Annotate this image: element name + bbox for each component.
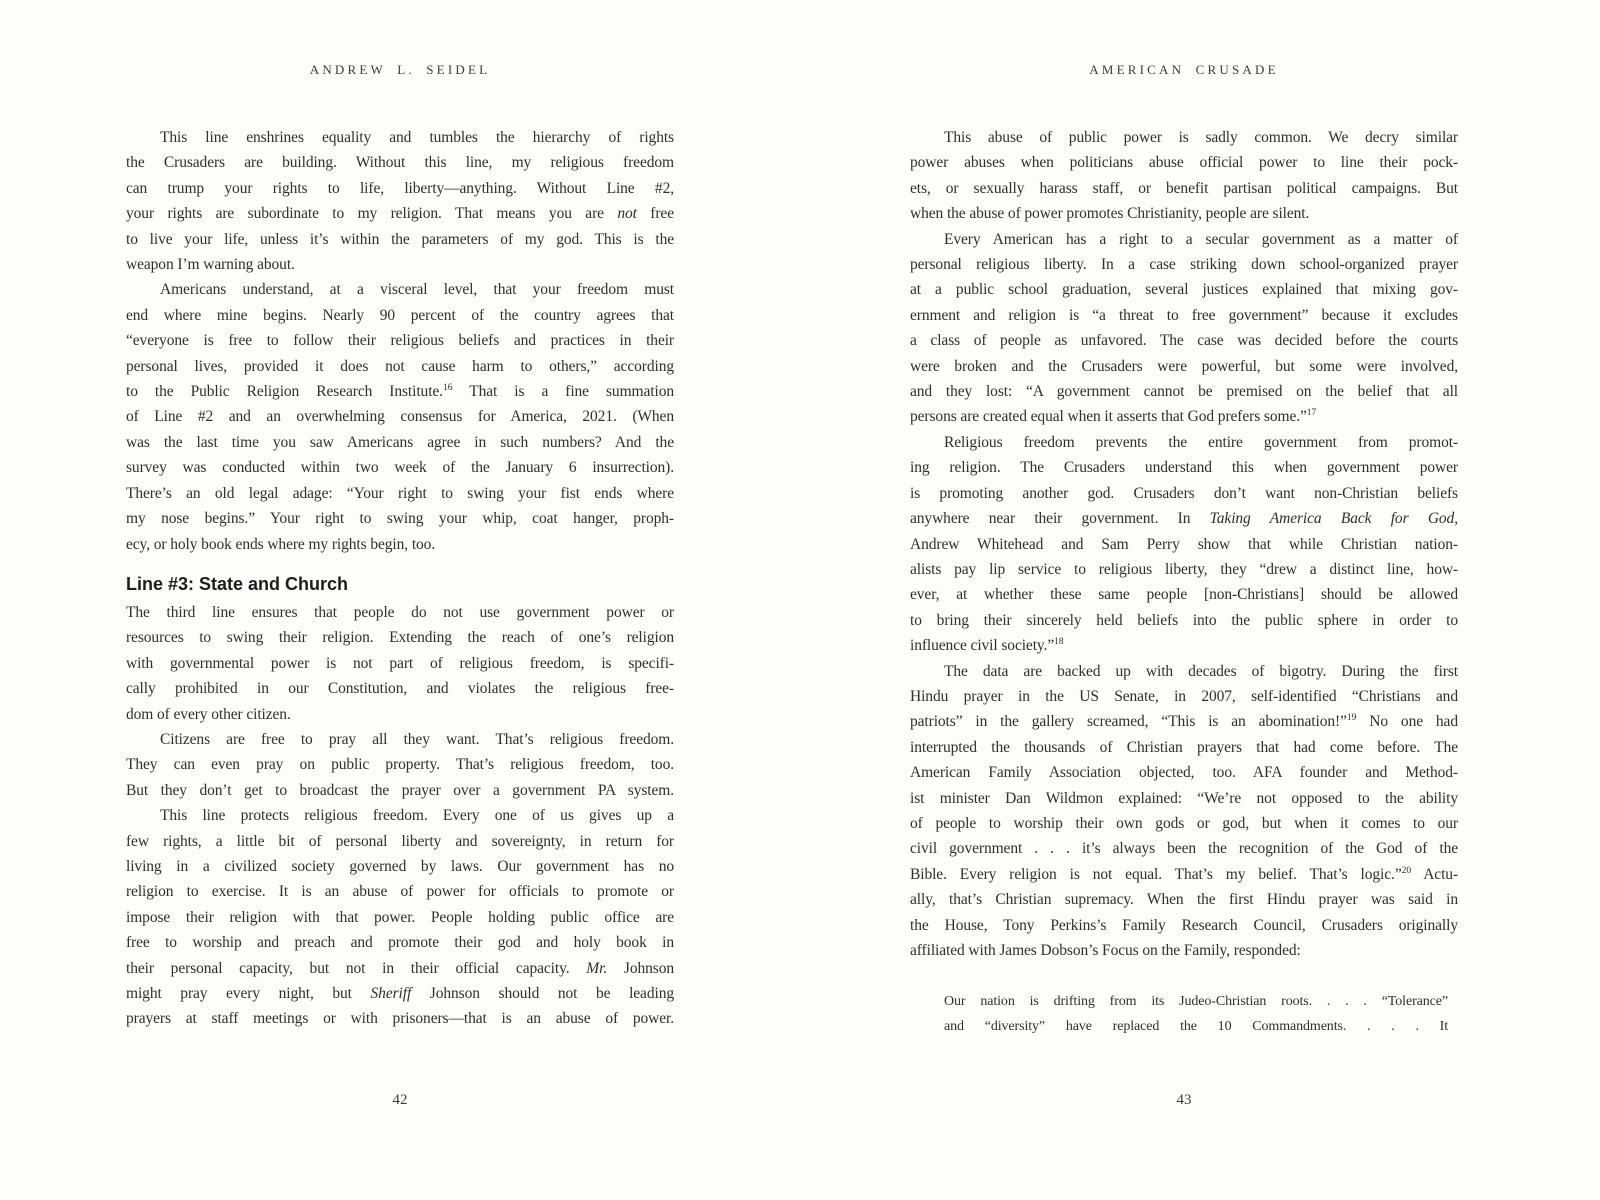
text-run: is promoting another god. Crusaders don’t want non-Christian beliefs xyxy=(910,484,1458,502)
text-run: to bring their sincerely held beliefs into the public sphere in order to xyxy=(910,611,1458,629)
text-run: the House, Tony Perkins’s Family Research Council, Crusaders originally xyxy=(910,916,1458,934)
text-run: survey was conducted within two week of the January 6 insurrection). xyxy=(126,459,674,477)
text-line xyxy=(910,430,1458,455)
text-run: Every American has a right to a secular government as a matter of xyxy=(944,230,1458,248)
text-run: patriots” in the gallery screamed, “This is an abomination!” xyxy=(910,713,1347,731)
text-run: Johnson should not be leading xyxy=(411,985,674,1002)
text-line xyxy=(126,150,674,175)
text-run: and “diversity” have replaced the 10 Commandments. . . . It xyxy=(944,1019,1448,1035)
text-run: The third line ensures that people do not use government power or xyxy=(126,603,674,621)
text-run: was the last time you saw Americans agree in such numbers? And the xyxy=(126,433,674,451)
text-run: living in a civilized society governed by laws. Our government has no xyxy=(126,857,674,875)
text-line xyxy=(910,836,1458,861)
text-line xyxy=(910,709,1458,734)
paragraph xyxy=(910,125,1458,227)
text-line xyxy=(126,727,674,752)
text-line xyxy=(126,702,674,727)
text-line xyxy=(126,1006,674,1031)
footnote-ref: 19 xyxy=(1346,713,1357,724)
text-line xyxy=(910,277,1458,302)
text-run: with governmental power is not part of religious freedom, is specifi- xyxy=(126,654,674,672)
text-line xyxy=(126,125,674,150)
paragraph xyxy=(910,659,1458,964)
text-run: civil government . . . it’s always been the recognition of the God of the xyxy=(910,840,1458,858)
text-line xyxy=(910,379,1458,404)
text-line xyxy=(126,879,674,904)
text-line xyxy=(910,659,1458,684)
text-run: Our nation is drifting from its Judeo-Christian roots. . . . “Tolerance” xyxy=(944,994,1448,1010)
text-run: impose their religion with that power. People holding public office are xyxy=(126,908,674,926)
text-line xyxy=(126,328,674,353)
text-run: end where mine begins. Nearly 90 percent of the country agrees that xyxy=(126,306,674,324)
text-run: your rights are subordinate to my religion. That means you are xyxy=(126,205,618,223)
text-run: Actu- xyxy=(1411,865,1458,883)
text-run-italic: Mr. xyxy=(586,959,608,977)
text-line xyxy=(910,862,1458,887)
text-run: Johnson xyxy=(607,959,675,977)
text-run: persons are created equal when it asserts that God prefers some.” xyxy=(910,408,1307,426)
text-run: affiliated with James Dobson’s Focus on the Family, responded: xyxy=(910,942,1301,959)
text-run: There’s an old legal adage: “Your right to swing your fist ends where xyxy=(126,484,674,502)
text-line xyxy=(126,803,674,828)
text-line xyxy=(910,684,1458,709)
text-run: free to worship and preach and promote their god and holy book in xyxy=(126,934,674,952)
text-run: prayers at staff meetings or with prisoners—that is an abuse of power. xyxy=(126,1010,674,1028)
text-run: Hindu prayer in the US Senate, in 2007, self-identified “Christians and xyxy=(910,687,1458,705)
text-run-italic: Taking America Back for God xyxy=(1209,510,1455,528)
text-run: ist minister Dan Wildmon explained: “We’re not opposed to the ability xyxy=(910,789,1458,807)
paragraph xyxy=(126,803,674,1032)
text-run: of people to worship their own gods or god, but when it comes to our xyxy=(910,814,1458,832)
right-page xyxy=(910,0,1458,1200)
text-run: weapon I’m warning about. xyxy=(126,256,295,274)
text-run: ally, that’s Christian supremacy. When the first Hindu prayer was said in xyxy=(910,891,1458,909)
text-line xyxy=(126,252,674,277)
text-line xyxy=(126,455,674,480)
text-line xyxy=(126,227,674,252)
text-run: at a public school graduation, several justices explained that mixing gov- xyxy=(910,281,1458,299)
text-run: But they don’t get to broadcast the prayer over a government PA system. xyxy=(126,781,674,799)
paragraph xyxy=(126,277,674,556)
paragraph xyxy=(910,430,1458,659)
text-line xyxy=(910,328,1458,353)
text-line xyxy=(910,150,1458,175)
text-line xyxy=(910,176,1458,201)
text-run: might pray every night, but xyxy=(126,985,371,1002)
text-line xyxy=(910,938,1458,963)
text-line xyxy=(910,811,1458,836)
text-run: dom of every other citizen. xyxy=(126,705,291,723)
footnote-ref: 18 xyxy=(1054,636,1064,647)
text-line xyxy=(126,404,674,429)
text-line xyxy=(910,557,1458,582)
text-line xyxy=(944,1014,1448,1039)
text-run: interrupted the thousands of Christian prayers that had come before. The xyxy=(910,738,1458,756)
text-line xyxy=(126,532,674,557)
text-run: They can even pray on public property. That’s religious freedom, too. xyxy=(126,756,674,774)
text-run: cally prohibited in our Constitution, and violates the religious free- xyxy=(126,680,674,698)
running-head-book-title: AMERICAN CRUSADE xyxy=(1089,62,1279,77)
text-run: That is a fine summation xyxy=(452,383,674,401)
text-line xyxy=(910,252,1458,277)
text-line xyxy=(126,676,674,701)
text-run: Religious freedom prevents the entire government from promot- xyxy=(944,433,1458,451)
text-run: a class of people as unfavored. The case was decided before the courts xyxy=(910,332,1458,350)
text-line xyxy=(126,956,674,981)
text-line xyxy=(910,760,1458,785)
text-run: the Crusaders are building. Without this line, my religious freedom xyxy=(126,154,674,172)
left-page-content xyxy=(126,125,674,1032)
text-run: ecy, or holy book ends where my rights begin, too. xyxy=(126,535,436,553)
text-run: Americans understand, at a visceral level, that your freedom must xyxy=(160,281,674,299)
text-line xyxy=(126,600,674,625)
paragraph xyxy=(126,600,674,727)
text-run: “everyone is free to follow their religious beliefs and practices in their xyxy=(126,332,674,350)
text-line xyxy=(126,176,674,201)
text-run: free xyxy=(636,205,674,223)
footnote-ref: 17 xyxy=(1306,408,1317,419)
text-line xyxy=(126,651,674,676)
text-run: religion to exercise. It is an abuse of power for officials to promote or xyxy=(126,883,674,901)
text-line xyxy=(910,786,1458,811)
text-run: when the abuse of power promotes Christianity, people are silent. xyxy=(910,205,1310,223)
block-quote xyxy=(944,989,1448,1039)
text-run: ing religion. The Crusaders understand this when government power xyxy=(910,459,1458,477)
paragraph xyxy=(126,125,674,277)
text-run: ever, at whether these same people [non-Christians] should be allowed xyxy=(910,586,1458,604)
text-line xyxy=(910,125,1458,150)
text-line xyxy=(126,277,674,302)
page-number-right: 43 xyxy=(1176,1092,1192,1108)
text-run: their personal capacity, but not in their official capacity. xyxy=(126,959,587,977)
text-run: to live your life, unless it’s within the parameters of my god. This is the xyxy=(126,230,674,248)
text-line xyxy=(126,506,674,531)
text-line xyxy=(910,404,1458,429)
text-line xyxy=(910,303,1458,328)
text-line xyxy=(910,582,1458,607)
text-line xyxy=(910,532,1458,557)
paragraph xyxy=(910,227,1458,430)
text-run: to the Public Religion Research Institute. xyxy=(126,383,443,401)
page-number-left: 42 xyxy=(392,1092,408,1108)
text-run: , xyxy=(1454,510,1458,528)
text-run: resources to swing their religion. Extending the reach of one’s religion xyxy=(126,629,674,647)
text-line xyxy=(126,625,674,650)
paragraph xyxy=(126,727,674,803)
text-line xyxy=(126,379,674,404)
text-line xyxy=(910,633,1458,658)
text-run: and they lost: “A government cannot be premised on the belief that all xyxy=(910,383,1458,401)
text-run: This abuse of public power is sadly common. We decry similar xyxy=(944,129,1458,146)
text-run: Andrew Whitehead and Sam Perry show that while Christian nation- xyxy=(910,535,1458,553)
text-run: power abuses when politicians abuse official power to line their pock- xyxy=(910,154,1458,172)
text-line xyxy=(126,905,674,930)
text-run: my nose begins.” Your right to swing your whip, coat hanger, proph- xyxy=(126,510,674,528)
text-run: Citizens are free to pray all they want. That’s religious freedom. xyxy=(160,730,674,748)
text-run: personal lives, provided it does not cause harm to others,” according xyxy=(126,357,674,375)
footnote-ref: 16 xyxy=(442,382,453,393)
text-line xyxy=(910,608,1458,633)
text-run: alists pay lip service to religious liberty, they “drew a distinct line, how- xyxy=(910,560,1458,578)
running-head-author: ANDREW L. SEIDEL xyxy=(309,62,491,77)
text-run: Bible. Every religion is not equal. That’s my belief. That’s logic.” xyxy=(910,865,1402,883)
text-run: anywhere near their government. In xyxy=(910,510,1210,528)
text-line xyxy=(910,481,1458,506)
text-line xyxy=(910,887,1458,912)
text-run: can trump your rights to life, liberty—anything. Without Line #2, xyxy=(126,179,674,197)
right-page-content xyxy=(910,125,1458,1039)
text-run: few rights, a little bit of personal liberty and sovereignty, in return for xyxy=(126,832,674,850)
text-line xyxy=(126,430,674,455)
text-run: were broken and the Crusaders were powerful, but some were involved, xyxy=(910,357,1458,375)
text-line xyxy=(910,455,1458,480)
text-run-italic: not xyxy=(617,205,637,223)
text-line xyxy=(910,735,1458,760)
text-line xyxy=(910,354,1458,379)
text-line xyxy=(126,303,674,328)
text-line xyxy=(126,930,674,955)
text-run-italic: Sheriff xyxy=(370,985,412,1002)
text-line xyxy=(126,829,674,854)
text-line xyxy=(126,354,674,379)
text-line xyxy=(910,913,1458,938)
text-line xyxy=(910,227,1458,252)
text-run: No one had xyxy=(1356,713,1458,731)
footnote-ref: 20 xyxy=(1401,865,1412,876)
text-line xyxy=(126,752,674,777)
text-run: American Family Association objected, too. AFA founder and Method- xyxy=(910,764,1458,782)
text-line xyxy=(126,981,674,1006)
text-run: ernment and religion is “a threat to free government” because it excludes xyxy=(910,306,1458,324)
text-run: influence civil society.” xyxy=(910,637,1055,655)
text-run: ets, or sexually harass staff, or benefit partisan political campaigns. But xyxy=(910,179,1458,197)
section-heading: Line #3: State and Church xyxy=(126,573,349,594)
text-line xyxy=(126,854,674,879)
text-line xyxy=(126,201,674,226)
text-run: personal religious liberty. In a case striking down school-organized prayer xyxy=(910,256,1458,274)
text-run: The data are backed up with decades of bigotry. During the first xyxy=(944,662,1458,680)
text-line xyxy=(910,201,1458,226)
text-run: This line protects religious freedom. Every one of us gives up a xyxy=(160,807,674,825)
text-line xyxy=(126,778,674,803)
text-line xyxy=(910,506,1458,531)
left-page xyxy=(126,0,674,1200)
text-run: of Line #2 and an overwhelming consensus for America, 2021. (When xyxy=(126,408,674,426)
text-line xyxy=(126,481,674,506)
text-run: This line enshrines equality and tumbles the hierarchy of rights xyxy=(160,129,674,146)
text-line xyxy=(944,989,1448,1014)
